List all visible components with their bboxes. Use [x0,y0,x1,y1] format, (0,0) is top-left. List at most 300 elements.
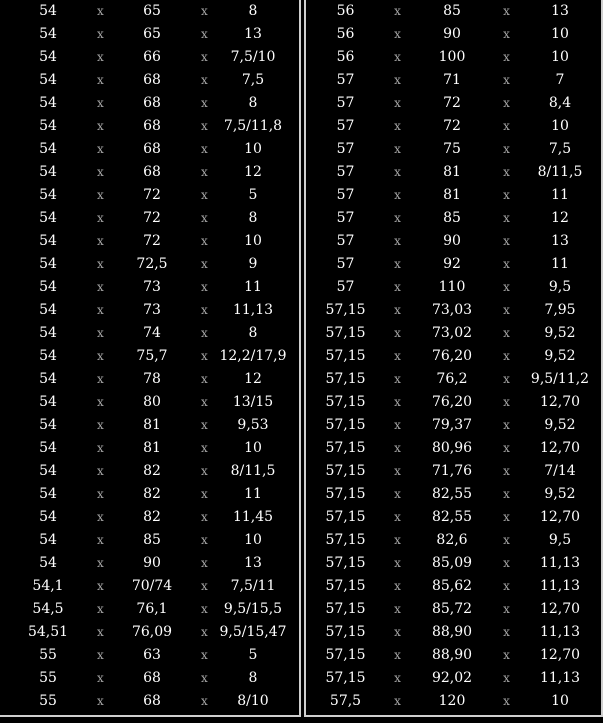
width-cell: 12,70 [539,601,581,617]
right-table-row [306,621,601,644]
width-cell: 13 [551,3,569,19]
separator-x: x [201,625,208,639]
width-cell: 11,13 [539,578,581,594]
right-table-row [306,529,601,552]
width-cell: 9,52 [544,486,576,502]
left-table-row [0,161,299,184]
separator-x: x [97,694,104,708]
separator-x: x [503,671,510,685]
outer-diameter-cell: 82 [143,486,161,502]
right-table-row [306,322,601,345]
inner-diameter-cell: 54 [39,440,57,456]
width-cell: 7,5 [548,141,572,157]
separator-x: x [97,556,104,570]
separator-x: x [201,533,208,547]
right-table-row [306,138,601,161]
left-table-row [0,276,299,299]
right-table-row [306,92,601,115]
separator-x: x [201,142,208,156]
width-cell: 11 [244,486,262,502]
separator-x: x [503,418,510,432]
separator-x: x [503,326,510,340]
inner-diameter-cell: 57,15 [325,463,366,479]
separator-x: x [201,96,208,110]
separator-x: x [503,50,510,64]
width-cell: 13 [244,26,262,42]
outer-diameter-cell: 73 [143,302,161,318]
inner-diameter-cell: 57,15 [325,440,366,456]
width-cell: 7,5/11,8 [223,118,283,134]
inner-diameter-cell: 57 [336,256,355,272]
width-cell: 12,70 [539,647,581,663]
outer-diameter-cell: 100 [438,49,466,65]
inner-diameter-cell: 57 [336,210,355,226]
separator-x: x [97,188,104,202]
outer-diameter-cell: 68 [143,693,161,709]
outer-diameter-cell: 73 [143,279,161,295]
separator-x: x [503,73,510,87]
outer-diameter-cell: 78 [143,371,161,387]
outer-diameter-cell: 68 [143,670,161,686]
outer-diameter-cell: 68 [143,95,161,111]
separator-x: x [503,119,510,133]
separator-x: x [394,211,401,225]
width-cell: 11,13 [232,302,274,318]
separator-x: x [503,165,510,179]
outer-diameter-cell: 68 [143,118,161,134]
outer-diameter-cell: 72 [143,210,161,226]
separator-x: x [201,211,208,225]
outer-diameter-cell: 92,02 [431,670,473,686]
width-cell: 8 [248,3,258,19]
right-table-row [306,46,601,69]
left-dimension-table-panel [0,0,301,717]
width-cell: 10 [244,233,262,249]
separator-x: x [394,27,401,41]
inner-diameter-cell: 56 [336,3,355,19]
left-table-row [0,92,299,115]
separator-x: x [97,27,104,41]
separator-x: x [97,372,104,386]
right-table-row [306,460,601,483]
outer-diameter-cell: 79,37 [431,417,473,433]
separator-x: x [394,73,401,87]
width-cell: 5 [248,647,258,663]
separator-x: x [97,602,104,616]
separator-x: x [201,510,208,524]
width-cell: 7,5/10 [230,49,276,65]
separator-x: x [503,464,510,478]
left-table-row [0,414,299,437]
left-table-row [0,184,299,207]
width-cell: 11 [551,187,569,203]
separator-x: x [97,119,104,133]
separator-x: x [503,188,510,202]
outer-diameter-cell: 92 [443,256,461,272]
width-cell: 10 [551,26,569,42]
width-cell: 11 [551,256,569,272]
outer-diameter-cell: 82 [143,463,161,479]
outer-diameter-cell: 63 [143,647,161,663]
width-cell: 12 [244,371,262,387]
inner-diameter-cell: 57 [336,164,355,180]
left-table-row [0,322,299,345]
separator-x: x [201,349,208,363]
outer-diameter-cell: 70/74 [131,578,173,594]
outer-diameter-cell: 68 [143,72,161,88]
inner-diameter-cell: 54 [39,348,57,364]
inner-diameter-cell: 57,15 [325,394,366,410]
separator-x: x [503,211,510,225]
width-cell: 9,53 [237,417,269,433]
inner-diameter-cell: 57 [336,72,355,88]
inner-diameter-cell: 57,15 [325,601,366,617]
separator-x: x [503,694,510,708]
right-dimension-table [306,0,601,713]
inner-diameter-cell: 54 [39,233,57,249]
width-cell: 11,13 [539,555,581,571]
separator-x: x [394,395,401,409]
outer-diameter-cell: 85,09 [431,555,473,571]
separator-x: x [503,441,510,455]
separator-x: x [394,648,401,662]
inner-diameter-cell: 54 [39,3,57,19]
separator-x: x [201,50,208,64]
separator-x: x [97,395,104,409]
separator-x: x [394,257,401,271]
width-cell: 9,5 [548,532,572,548]
inner-diameter-cell: 57,15 [325,417,366,433]
separator-x: x [503,510,510,524]
separator-x: x [394,280,401,294]
width-cell: 9,52 [544,325,576,341]
width-cell: 9 [248,256,258,272]
separator-x: x [97,671,104,685]
separator-x: x [201,119,208,133]
width-cell: 12,70 [539,440,581,456]
separator-x: x [394,96,401,110]
inner-diameter-cell: 57,15 [325,532,366,548]
outer-diameter-cell: 81 [143,440,161,456]
right-table-row [306,115,601,138]
left-table-row [0,598,299,621]
separator-x: x [97,234,104,248]
outer-diameter-cell: 75,7 [136,348,168,364]
outer-diameter-cell: 72 [143,187,161,203]
separator-x: x [394,303,401,317]
separator-x: x [97,142,104,156]
width-cell: 12 [551,210,569,226]
width-cell: 13/15 [232,394,274,410]
outer-diameter-cell: 72,5 [136,256,168,272]
right-table-row [306,483,601,506]
separator-x: x [503,372,510,386]
width-cell: 10 [551,693,569,709]
left-table-row [0,552,299,575]
outer-diameter-cell: 81 [443,164,461,180]
separator-x: x [394,441,401,455]
inner-diameter-cell: 54 [39,463,57,479]
separator-x: x [394,349,401,363]
separator-x: x [394,625,401,639]
separator-x: x [201,188,208,202]
width-cell: 8/11,5 [230,463,276,479]
right-table-row [306,552,601,575]
width-cell: 12,70 [539,394,581,410]
separator-x: x [201,395,208,409]
outer-diameter-cell: 82,55 [431,486,473,502]
separator-x: x [97,303,104,317]
separator-x: x [201,418,208,432]
left-table-row [0,345,299,368]
width-cell: 12 [244,164,262,180]
left-table-row [0,667,299,690]
inner-diameter-cell: 57,5 [329,693,362,709]
inner-diameter-cell: 57,15 [325,555,366,571]
separator-x: x [394,326,401,340]
outer-diameter-cell: 76,20 [431,394,473,410]
separator-x: x [394,234,401,248]
width-cell: 9,5/15,5 [223,601,283,617]
separator-x: x [394,602,401,616]
separator-x: x [503,142,510,156]
left-dimension-table [0,0,299,713]
width-cell: 11,13 [539,624,581,640]
width-cell: 11 [244,279,262,295]
inner-diameter-cell: 57,15 [325,509,366,525]
outer-diameter-cell: 76,2 [436,371,468,387]
separator-x: x [97,510,104,524]
outer-diameter-cell: 85 [443,210,461,226]
outer-diameter-cell: 85,72 [431,601,473,617]
outer-diameter-cell: 90 [443,26,461,42]
separator-x: x [201,487,208,501]
right-table-row [306,69,601,92]
right-table-row [306,230,601,253]
right-table-row [306,299,601,322]
inner-diameter-cell: 54 [39,118,57,134]
left-table-row [0,621,299,644]
separator-x: x [503,579,510,593]
separator-x: x [503,648,510,662]
left-table-row [0,69,299,92]
outer-diameter-cell: 85,62 [431,578,473,594]
inner-diameter-cell: 57 [336,279,355,295]
separator-x: x [394,50,401,64]
width-cell: 8 [248,210,258,226]
width-cell: 13 [551,233,569,249]
inner-diameter-cell: 57,15 [325,670,366,686]
separator-x: x [503,395,510,409]
inner-diameter-cell: 54,1 [32,578,64,594]
width-cell: 9,5/11,2 [530,371,590,387]
outer-diameter-cell: 76,1 [136,601,168,617]
right-table-row [306,345,601,368]
separator-x: x [201,4,208,18]
right-table-row [306,391,601,414]
right-table-row [306,644,601,667]
inner-diameter-cell: 54 [39,532,57,548]
outer-diameter-cell: 81 [443,187,461,203]
right-dimension-table-panel [304,0,603,717]
separator-x: x [394,142,401,156]
separator-x: x [503,96,510,110]
separator-x: x [97,4,104,18]
width-cell: 10 [551,118,569,134]
right-table-row [306,368,601,391]
separator-x: x [503,280,510,294]
separator-x: x [503,625,510,639]
left-table-row [0,138,299,161]
left-table-row [0,644,299,667]
width-cell: 9,5/15,47 [219,624,287,640]
width-cell: 12,2/17,9 [219,348,287,364]
width-cell: 7,5/11 [230,578,276,594]
width-cell: 13 [244,555,262,571]
inner-diameter-cell: 54 [39,256,57,272]
outer-diameter-cell: 76,20 [431,348,473,364]
left-table-row [0,690,299,713]
separator-x: x [97,418,104,432]
separator-x: x [97,533,104,547]
inner-diameter-cell: 54 [39,210,57,226]
separator-x: x [394,533,401,547]
separator-x: x [201,602,208,616]
inner-diameter-cell: 54 [39,26,57,42]
separator-x: x [503,27,510,41]
separator-x: x [201,441,208,455]
outer-diameter-cell: 81 [143,417,161,433]
width-cell: 9,5 [548,279,572,295]
separator-x: x [503,257,510,271]
width-cell: 9,52 [544,348,576,364]
separator-x: x [201,648,208,662]
inner-diameter-cell: 54 [39,187,57,203]
outer-diameter-cell: 120 [438,693,466,709]
width-cell: 10 [244,440,262,456]
left-table-row [0,368,299,391]
outer-diameter-cell: 72 [143,233,161,249]
right-table-row [306,506,601,529]
separator-x: x [201,556,208,570]
inner-diameter-cell: 57 [336,141,355,157]
separator-x: x [201,234,208,248]
separator-x: x [97,648,104,662]
separator-x: x [201,280,208,294]
separator-x: x [394,510,401,524]
inner-diameter-cell: 54 [39,371,57,387]
separator-x: x [201,303,208,317]
outer-diameter-cell: 72 [443,95,461,111]
width-cell: 8 [248,95,258,111]
separator-x: x [394,464,401,478]
separator-x: x [97,165,104,179]
inner-diameter-cell: 56 [336,26,355,42]
separator-x: x [97,73,104,87]
outer-diameter-cell: 82,55 [431,509,473,525]
separator-x: x [201,372,208,386]
width-cell: 9,52 [544,417,576,433]
separator-x: x [503,303,510,317]
width-cell: 7/14 [544,463,576,479]
outer-diameter-cell: 88,90 [431,647,473,663]
outer-diameter-cell: 68 [143,164,161,180]
separator-x: x [503,4,510,18]
width-cell: 7 [555,72,565,88]
left-table-row [0,437,299,460]
inner-diameter-cell: 54 [39,164,57,180]
width-cell: 8/10 [237,693,269,709]
left-table-row [0,46,299,69]
outer-diameter-cell: 72 [443,118,461,134]
outer-diameter-cell: 110 [438,279,466,295]
inner-diameter-cell: 57,15 [325,302,366,318]
separator-x: x [394,188,401,202]
width-cell: 7,5 [241,72,265,88]
separator-x: x [97,211,104,225]
inner-diameter-cell: 57 [336,95,355,111]
left-table-row [0,23,299,46]
right-table-row [306,207,601,230]
width-cell: 8 [248,325,258,341]
separator-x: x [201,27,208,41]
outer-diameter-cell: 80,96 [431,440,473,456]
outer-diameter-cell: 88,90 [431,624,473,640]
separator-x: x [97,326,104,340]
width-cell: 8 [248,670,258,686]
separator-x: x [394,372,401,386]
inner-diameter-cell: 54 [39,555,57,571]
separator-x: x [97,50,104,64]
separator-x: x [503,556,510,570]
outer-diameter-cell: 65 [143,26,161,42]
separator-x: x [97,96,104,110]
separator-x: x [394,579,401,593]
separator-x: x [97,464,104,478]
separator-x: x [97,487,104,501]
separator-x: x [201,579,208,593]
separator-x: x [97,257,104,271]
inner-diameter-cell: 54 [39,141,57,157]
inner-diameter-cell: 54 [39,95,57,111]
right-table-body [306,0,601,713]
separator-x: x [503,533,510,547]
inner-diameter-cell: 57 [336,233,355,249]
right-table-row [306,0,601,23]
separator-x: x [503,234,510,248]
separator-x: x [201,165,208,179]
left-table-row [0,460,299,483]
outer-diameter-cell: 82 [143,509,161,525]
separator-x: x [503,602,510,616]
inner-diameter-cell: 54,5 [32,601,64,617]
inner-diameter-cell: 54 [39,72,57,88]
left-table-body [0,0,299,713]
right-table-row [306,414,601,437]
separator-x: x [201,464,208,478]
width-cell: 5 [248,187,258,203]
inner-diameter-cell: 54 [39,486,57,502]
left-table-row [0,506,299,529]
separator-x: x [201,671,208,685]
width-cell: 12,70 [539,509,581,525]
left-table-row [0,207,299,230]
left-table-row [0,253,299,276]
right-table-row [306,276,601,299]
outer-diameter-cell: 75 [443,141,461,157]
inner-diameter-cell: 54 [39,417,57,433]
outer-diameter-cell: 73,03 [431,302,473,318]
